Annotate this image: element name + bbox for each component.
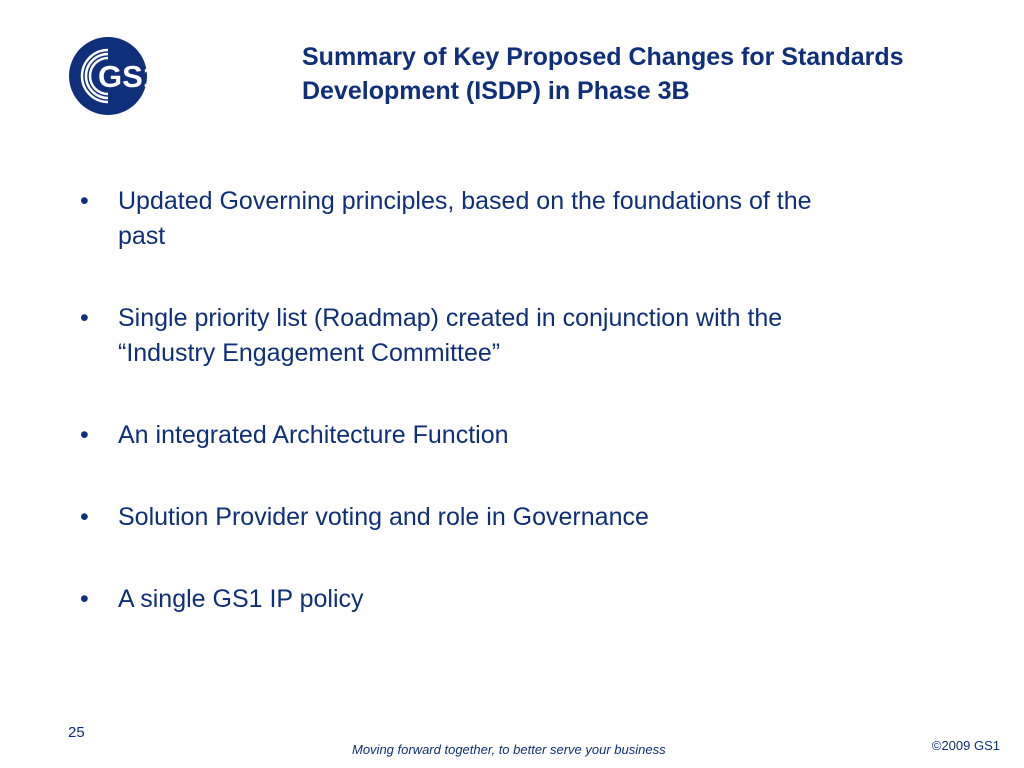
bullet-text-line-1: Single priority list (Roadmap) created in conjunction with the (118, 304, 783, 332)
bullet-item (80, 418, 940, 453)
slide-title-line-2: Development (ISDP) in Phase 3B (302, 77, 690, 105)
slide-title-line-1: Summary of Key Proposed Changes for Standards (302, 43, 904, 71)
bullet-text: Solution Provider voting and role in Governance (118, 503, 649, 531)
footer-tagline: Moving forward together, to better serve your business (352, 742, 666, 757)
gs1-logo (66, 34, 166, 118)
bullet-text: A single GS1 IP policy (118, 585, 364, 613)
bullet-text-line-2: past (118, 222, 166, 250)
bullet-icon: • (80, 421, 89, 449)
bullet-list (80, 184, 940, 664)
bullet-icon: • (80, 503, 89, 531)
page-number: 25 (68, 724, 85, 741)
bullet-item (80, 184, 940, 254)
bullet-text: An integrated Architecture Function (118, 421, 509, 449)
logo-text: GS1 (98, 59, 161, 94)
gs1-logo-icon (66, 34, 166, 118)
slide-title (302, 40, 1002, 108)
bullet-icon: • (80, 304, 89, 332)
bullet-icon: • (80, 187, 89, 215)
bullet-text-line-1: Updated Governing principles, based on the foundations of the (118, 187, 812, 215)
bullet-item (80, 301, 940, 371)
footer-copyright: ©2009 GS1 (931, 738, 1000, 753)
bullet-text-line-2: “Industry Engagement Committee” (118, 339, 501, 367)
bullet-text (118, 301, 940, 371)
bullet-item (80, 500, 940, 535)
bullet-item (80, 582, 940, 617)
bullet-icon: • (80, 585, 89, 613)
bullet-text (118, 184, 940, 254)
